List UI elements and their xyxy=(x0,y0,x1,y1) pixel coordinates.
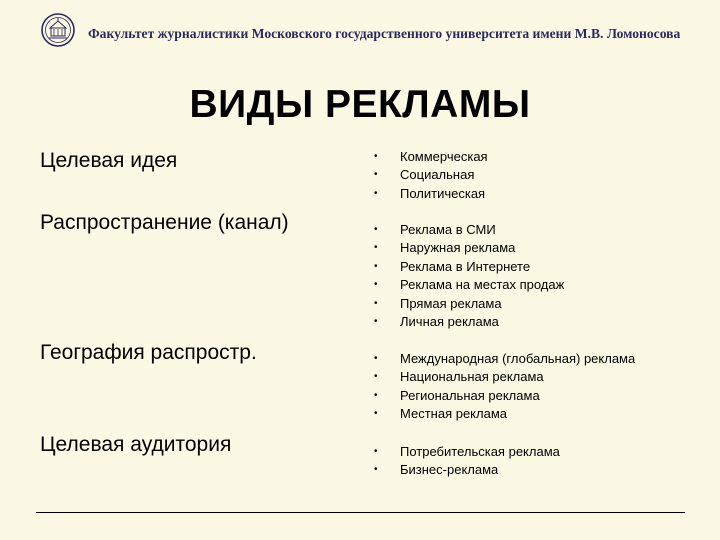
list-item: • Реклама в СМИ xyxy=(374,222,496,237)
list-geography xyxy=(374,350,635,424)
list-item: • Бизнес-реклама xyxy=(374,462,499,478)
list-distribution xyxy=(374,221,564,331)
category-target-audience: Целевая аудитория xyxy=(40,433,232,456)
university-crest-icon xyxy=(40,12,76,50)
category-distribution: Распространение (канал) xyxy=(40,211,289,234)
list-item: • Местная реклама xyxy=(374,406,507,422)
list-item: • Прямая реклама xyxy=(374,295,502,311)
list-item: • Наружная реклама xyxy=(374,240,516,256)
category-geography: География распростр. xyxy=(40,341,257,364)
list-item: • Региональная реклама xyxy=(374,387,540,403)
list-target-idea xyxy=(374,148,488,203)
institution-name: Факультет журналистики Московского государственного университета имени М.В. Ломоносова xyxy=(88,26,681,41)
footer-divider xyxy=(36,512,685,513)
list-target-audience xyxy=(374,443,560,480)
list-item: • Реклама на местах продаж xyxy=(374,277,565,293)
list-item: • Коммерческая xyxy=(374,149,488,164)
slide-header xyxy=(40,12,690,52)
list-item: • Политическая xyxy=(374,185,486,201)
list-item: • Личная реклама xyxy=(374,314,499,330)
list-item: • Социальная xyxy=(374,167,475,183)
list-item: • Международная (глобальная) реклама xyxy=(374,351,636,366)
slide-title: ВИДЫ РЕКЛАМЫ xyxy=(189,83,531,126)
list-item: • Потребительская реклама xyxy=(374,444,560,459)
category-target-idea: Целевая идея xyxy=(40,149,178,172)
list-item: • Реклама в Интернете xyxy=(374,258,531,274)
list-item: • Национальная реклама xyxy=(374,369,544,385)
